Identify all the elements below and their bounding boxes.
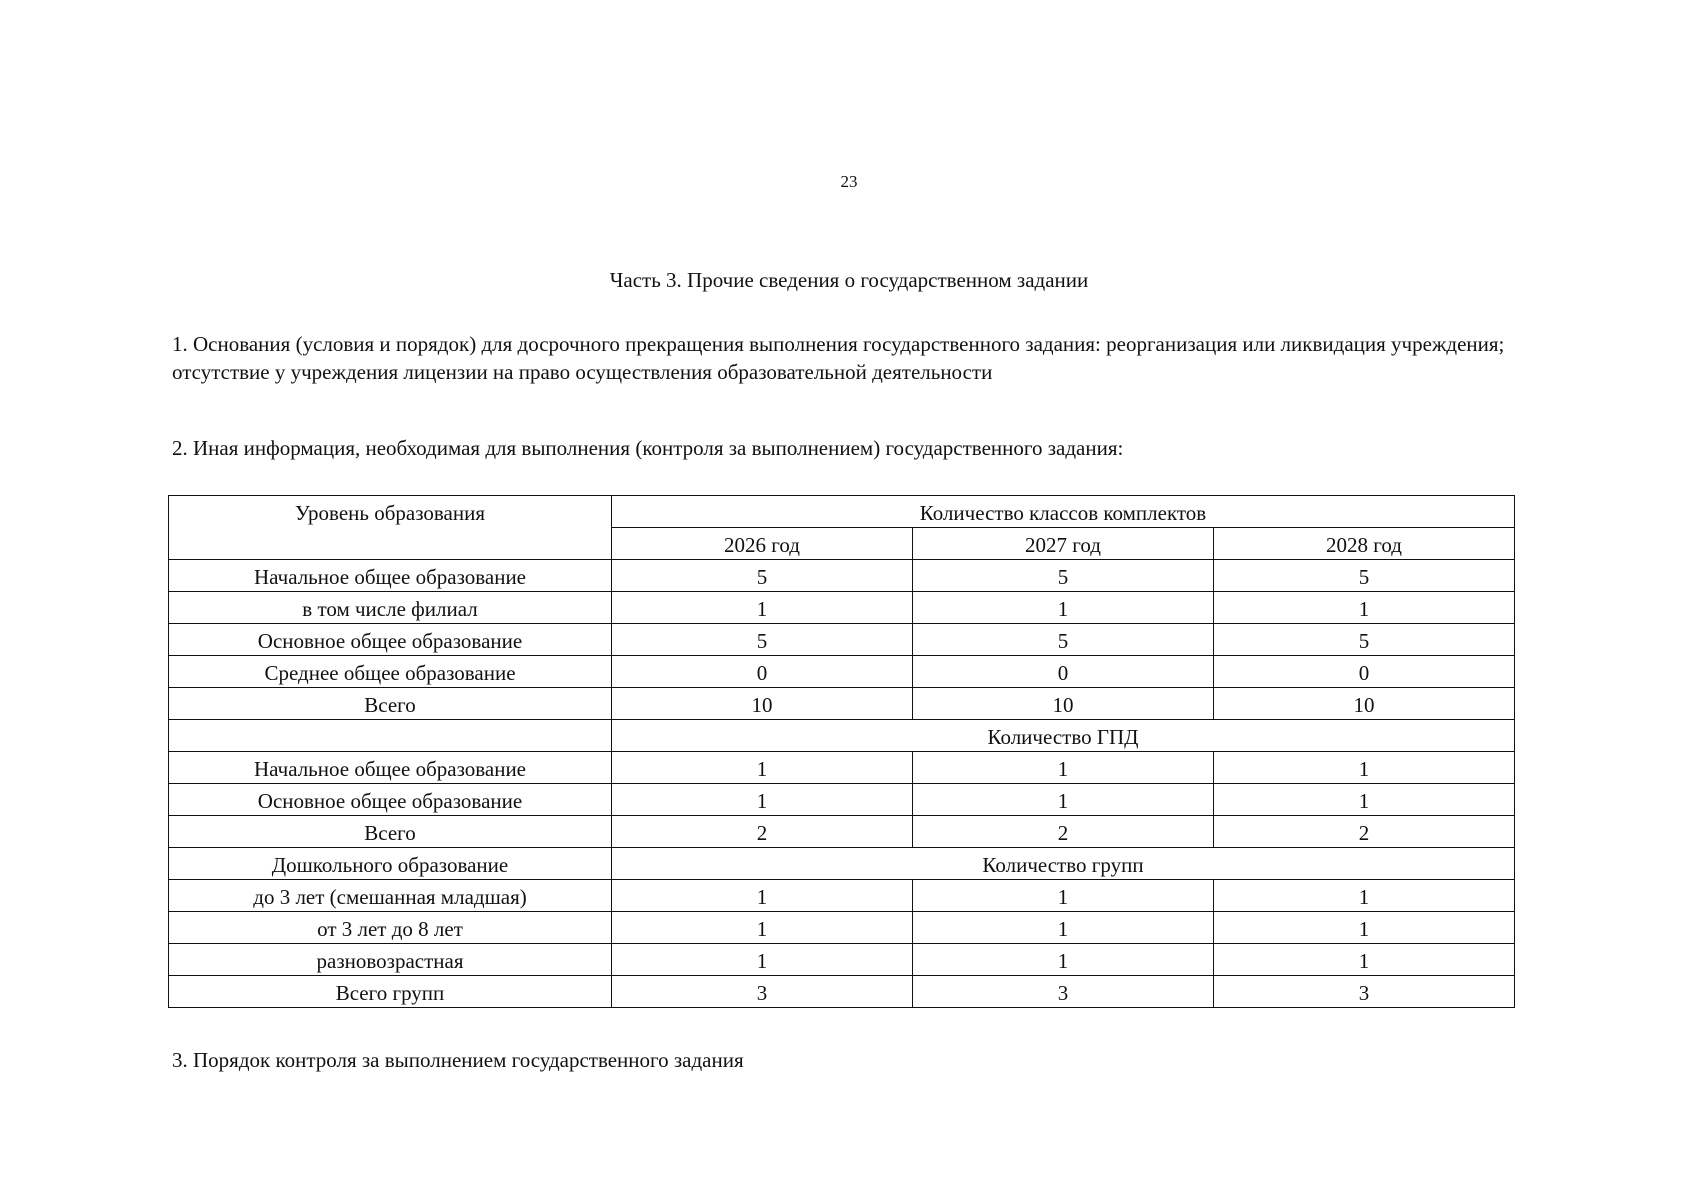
value-cell: 0	[913, 656, 1214, 688]
value-cell: 1	[1214, 592, 1515, 624]
value-cell: 5	[612, 624, 913, 656]
value-cell: 1	[1214, 880, 1515, 912]
value-cell: 1	[612, 784, 913, 816]
row-label: до 3 лет (смешанная младшая)	[169, 880, 612, 912]
table-row	[169, 560, 1515, 592]
value-cell: 1	[612, 944, 913, 976]
table-header-row	[169, 496, 1515, 528]
part-title: Часть 3. Прочие сведения о государственном задании	[609, 268, 1089, 292]
value-cell: 1	[612, 592, 913, 624]
value-cell: 1	[913, 752, 1214, 784]
groups-header-row	[169, 848, 1515, 880]
value-cell: 5	[1214, 624, 1515, 656]
row-label: Всего	[169, 816, 612, 848]
preschool-label-cell: Дошкольного образование	[169, 848, 612, 880]
gpd-header-cell: Количество ГПД	[612, 720, 1515, 752]
value-cell: 10	[1214, 688, 1515, 720]
paragraph-other-information: 2. Иная информация, необходимая для выполнения (контроля за выполнением) государственного задания:	[172, 436, 1124, 460]
table-row	[169, 784, 1515, 816]
value-cell: 3	[612, 976, 913, 1008]
row-label: Среднее общее образование	[169, 656, 612, 688]
value-cell: 1	[1214, 912, 1515, 944]
table-row	[169, 624, 1515, 656]
value-cell: 3	[913, 976, 1214, 1008]
year-header-cell: 2028 год	[1214, 528, 1515, 560]
value-cell: 1	[913, 784, 1214, 816]
value-cell: 1	[913, 880, 1214, 912]
level-header-cell: Уровень образования	[169, 496, 612, 560]
table-row	[169, 912, 1515, 944]
table-row	[169, 688, 1515, 720]
row-label: разновозрастная	[169, 944, 612, 976]
value-cell: 2	[1214, 816, 1515, 848]
value-cell: 0	[612, 656, 913, 688]
row-label: Всего групп	[169, 976, 612, 1008]
row-label: Начальное общее образование	[169, 752, 612, 784]
value-cell: 1	[612, 880, 913, 912]
year-header-cell: 2026 год	[612, 528, 913, 560]
value-cell: 1	[612, 912, 913, 944]
classes-groups-table	[168, 495, 1515, 1008]
value-cell: 3	[1214, 976, 1515, 1008]
paragraph-control-procedure: 3. Порядок контроля за выполнением государственного задания	[172, 1048, 744, 1072]
value-cell: 1	[612, 752, 913, 784]
table-row	[169, 976, 1515, 1008]
table-row	[169, 880, 1515, 912]
value-cell: 0	[1214, 656, 1515, 688]
row-label: в том числе филиал	[169, 592, 612, 624]
page-number: 23	[840, 172, 858, 191]
groups-header-cell: Количество групп	[612, 848, 1515, 880]
table-row	[169, 592, 1515, 624]
row-label: от 3 лет до 8 лет	[169, 912, 612, 944]
value-cell: 2	[612, 816, 913, 848]
value-cell: 1	[1214, 784, 1515, 816]
value-cell: 5	[612, 560, 913, 592]
row-label: Основное общее образование	[169, 784, 612, 816]
classes-header-cell: Количество классов комплектов	[612, 496, 1515, 528]
value-cell: 1	[1214, 752, 1515, 784]
row-label: Начальное общее образование	[169, 560, 612, 592]
value-cell: 1	[913, 912, 1214, 944]
value-cell: 1	[913, 592, 1214, 624]
value-cell: 5	[913, 624, 1214, 656]
table-row	[169, 816, 1515, 848]
gpd-header-row	[169, 720, 1515, 752]
row-label: Всего	[169, 688, 612, 720]
table-row	[169, 752, 1515, 784]
value-cell: 2	[913, 816, 1214, 848]
empty-label-cell	[169, 720, 612, 752]
table-row	[169, 656, 1515, 688]
value-cell: 5	[1214, 560, 1515, 592]
value-cell: 10	[612, 688, 913, 720]
value-cell: 1	[1214, 944, 1515, 976]
value-cell: 5	[913, 560, 1214, 592]
value-cell: 10	[913, 688, 1214, 720]
year-header-cell: 2027 год	[913, 528, 1214, 560]
row-label: Основное общее образование	[169, 624, 612, 656]
table-row	[169, 944, 1515, 976]
value-cell: 1	[913, 944, 1214, 976]
paragraph-early-termination: 1. Основания (условия и порядок) для досрочного прекращения выполнения государственного задания: реорганизация или ликвидация учреждения; отсутствие у учреждения лицензии на право осуществления образовательной деятельности	[172, 332, 1505, 384]
